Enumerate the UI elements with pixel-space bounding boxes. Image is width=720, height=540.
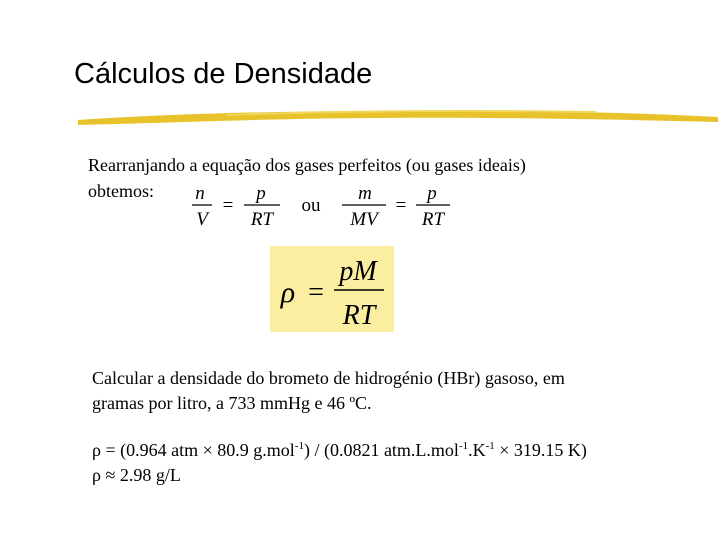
eq1-p-1: p bbox=[256, 183, 266, 204]
title-underline bbox=[76, 104, 720, 128]
eq1-V: V bbox=[196, 209, 208, 230]
density-rearranged-equation bbox=[188, 181, 458, 233]
eq1-p-2: p bbox=[427, 183, 437, 204]
slide-title: Cálculos de Densidade bbox=[74, 58, 373, 90]
eq1-m: m bbox=[358, 183, 372, 204]
formula-numerator: pM bbox=[339, 256, 377, 287]
calc-exponent-2: -1 bbox=[458, 440, 469, 452]
density-formula-box bbox=[270, 246, 394, 332]
eq1-n: n bbox=[195, 183, 205, 204]
formula-denominator: RT bbox=[342, 300, 376, 331]
formula-rho: ρ bbox=[280, 276, 296, 309]
calculation-line-1 bbox=[92, 438, 712, 463]
problem-line-1: Calcular a densidade do brometo de hidrogénio (HBr) gasoso, em bbox=[92, 368, 565, 388]
eq1-equals-1: = bbox=[222, 195, 234, 216]
calc-exponent-1: -1 bbox=[294, 440, 304, 452]
eq1-RT-2: RT bbox=[421, 209, 445, 230]
eq1-equals-2: = bbox=[395, 195, 407, 216]
problem-line-2: gramas por litro, a 733 mmHg e 46 ºC. bbox=[92, 393, 372, 413]
eq1-RT-1: RT bbox=[250, 209, 274, 230]
calc-exponent-3: -1 bbox=[485, 440, 495, 452]
density-formula bbox=[270, 246, 394, 332]
formula-equals: = bbox=[308, 277, 324, 308]
calculation bbox=[92, 438, 712, 488]
eq1-connector: ou bbox=[301, 195, 321, 216]
calc-part-d: × 319.15 K) bbox=[494, 440, 587, 460]
calc-part-c: .K bbox=[468, 440, 486, 460]
problem-statement bbox=[92, 366, 692, 416]
calc-part-a: ρ = (0.964 atm × 80.9 g.mol bbox=[92, 440, 295, 460]
eq1-MV: MV bbox=[350, 209, 378, 230]
calc-part-b: ) / (0.0821 atm.L.mol bbox=[303, 440, 459, 460]
calculation-result: ρ ≈ 2.98 g/L bbox=[92, 465, 181, 485]
intro-line-2: obtemos: bbox=[88, 181, 154, 201]
intro-line-1: Rearranjando a equação dos gases perfeitos (ou gases ideais) bbox=[88, 155, 526, 175]
